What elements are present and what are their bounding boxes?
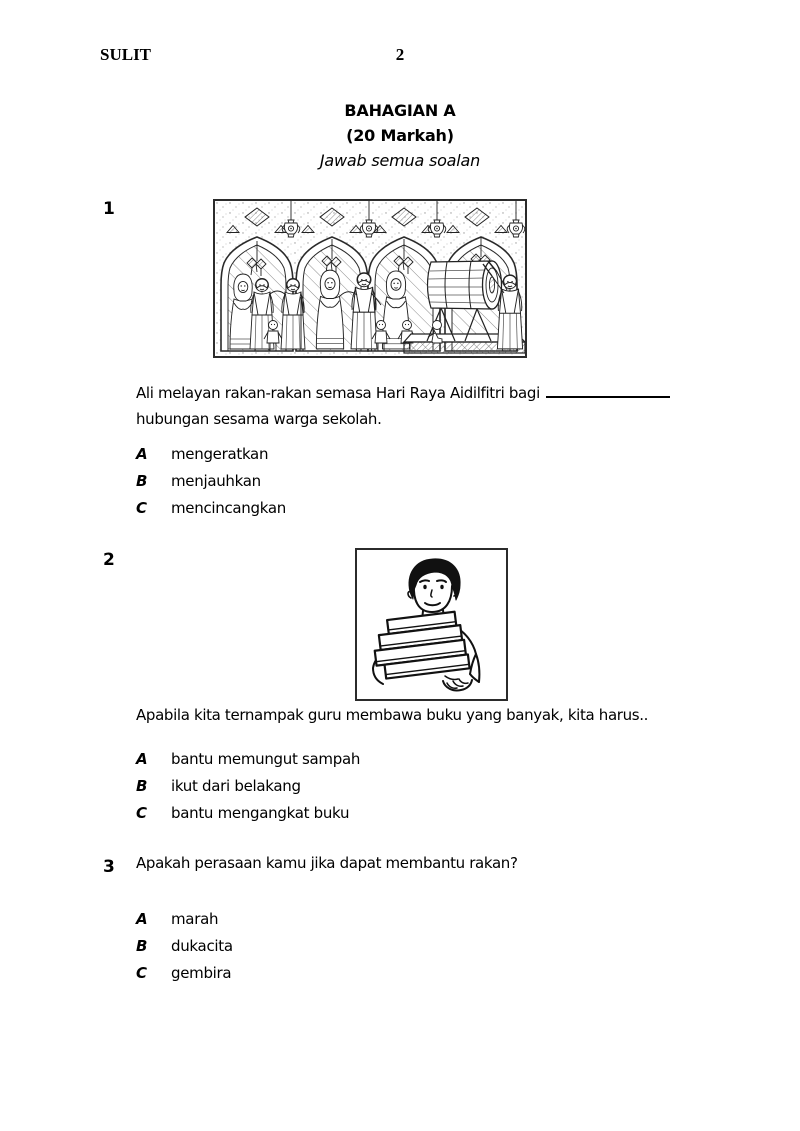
option-text: mengeratkan — [171, 444, 269, 463]
question-1-image — [213, 199, 527, 358]
question-2-option-a — [136, 745, 360, 772]
question-1-options — [136, 440, 286, 522]
question-1-answer-blank — [546, 396, 670, 398]
question-2-number: 2 — [103, 550, 115, 570]
question-3-number: 3 — [103, 857, 115, 877]
question-3-text: Apakah perasaan kamu jika dapat membantu rakan? — [136, 854, 518, 872]
option-text: menjauhkan — [171, 472, 261, 491]
option-letter: C — [136, 804, 147, 823]
option-text: dukacita — [171, 937, 233, 956]
page-number: 2 — [395, 45, 405, 64]
question-1-text-line2: hubungan sesama warga sekolah. — [136, 410, 382, 428]
option-text: ikut dari belakang — [171, 777, 301, 796]
option-text: gembira — [171, 964, 232, 983]
option-text: marah — [171, 909, 219, 928]
option-letter: C — [136, 964, 147, 983]
question-3-option-c — [136, 960, 233, 987]
question-1-number: 1 — [103, 199, 115, 219]
teacher-carrying-books-illustration — [357, 550, 506, 699]
option-text: mencincangkan — [171, 499, 286, 518]
section-instruction: Jawab semua soalan — [319, 151, 481, 170]
question-2-text: Apabila kita ternampak guru membawa buku yang banyak, kita harus.. — [136, 706, 649, 724]
option-letter: B — [136, 937, 148, 956]
confidential-label: SULIT — [100, 45, 152, 64]
section-marks: (20 Markah) — [346, 126, 454, 145]
option-letter: A — [136, 749, 148, 768]
question-2-image — [355, 548, 508, 701]
question-1-option-c — [136, 495, 286, 522]
question-3-option-b — [136, 932, 233, 959]
option-letter: B — [136, 777, 148, 796]
option-text: bantu memungut sampah — [171, 749, 361, 768]
hari-raya-illustration — [215, 201, 525, 356]
option-text: bantu mengangkat buku — [171, 804, 350, 823]
question-2-option-b — [136, 772, 360, 799]
question-1-option-b — [136, 467, 286, 494]
option-letter: B — [136, 472, 148, 491]
question-1-option-a — [136, 440, 286, 467]
question-1-text-before-blank: Ali melayan rakan-rakan semasa Hari Raya Aidilfitri bagi — [136, 384, 540, 402]
question-3-option-a — [136, 905, 233, 932]
question-1-text — [136, 380, 670, 432]
option-letter: A — [136, 444, 148, 463]
option-letter: C — [136, 499, 147, 518]
question-2-options — [136, 745, 360, 827]
option-letter: A — [136, 909, 148, 928]
section-title: BAHAGIAN A — [344, 101, 456, 120]
question-3-options — [136, 905, 233, 987]
question-2-option-c — [136, 800, 360, 827]
